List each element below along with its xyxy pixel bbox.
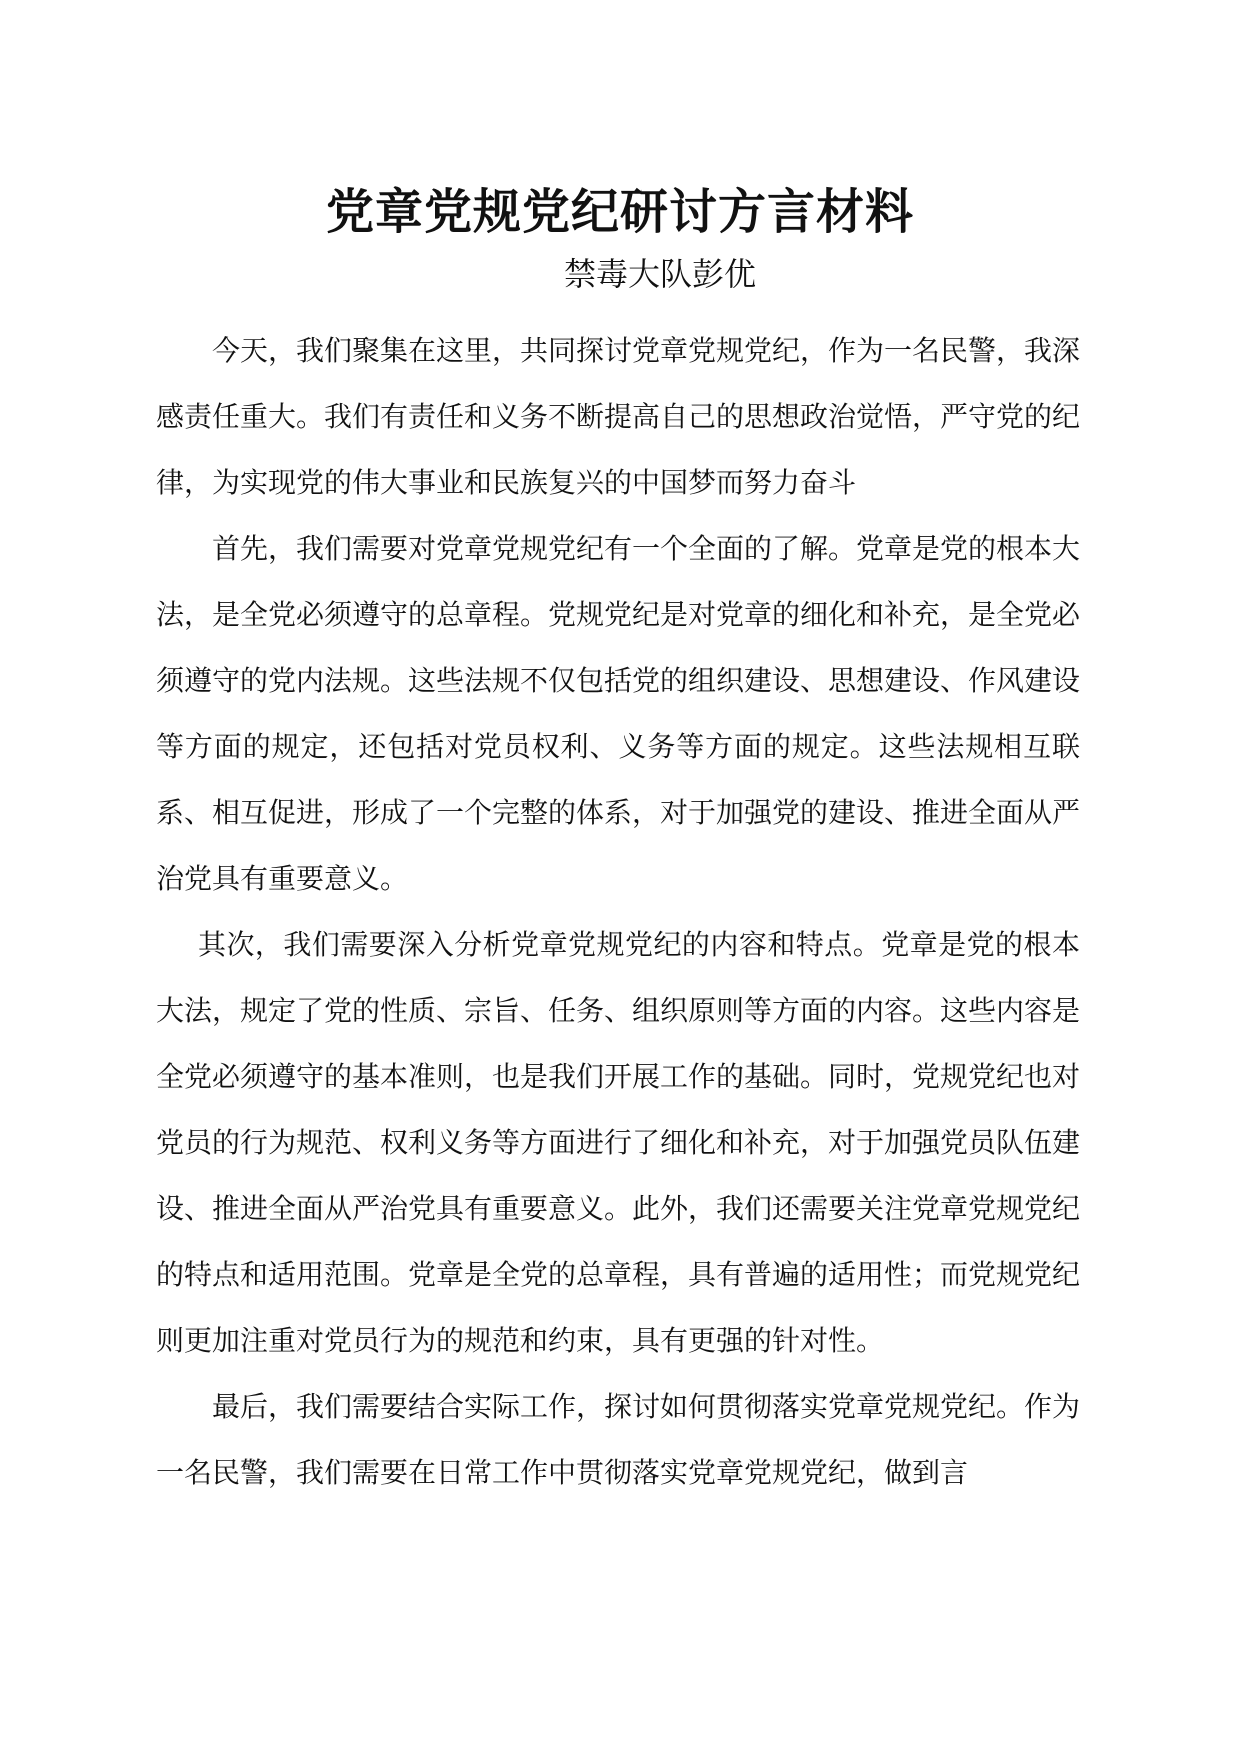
paragraph-last: 最后，我们需要结合实际工作，探讨如何贯彻落实党章党规党纪。作为一名民警，我们需要在日常工作中贯彻落实党章党规党纪，做到言 [156, 1390, 1081, 1489]
document-title: 党章党规党纪研讨方言材料 [325, 184, 914, 240]
document-author: 禁毒大队彭优 [563, 255, 756, 293]
paragraph-intro: 今天，我们聚集在这里，共同探讨党章党规党纪，作为一名民警，我深感责任重大。我们有责任和义务不断提高自己的思想政治觉悟，严守党的纪律，为实现党的伟大事业和民族复兴的中国梦而努力奋斗 [156, 334, 1081, 499]
paragraph-first: 首先，我们需要对党章党规党纪有一个全面的了解。党章是党的根本大法，是全党必须遵守的总章程。党规党纪是对党章的细化和补充，是全党必须遵守的党内法规。这些法规不仅包括党的组织建设、思想建设、作风建设等方面的规定，还包括对党员权利、义务等方面的规定。这些法规相互联系、相互促进，形成了一个完整的体系，对于加强党的建设、推进全面从严治党具有重要意义。 [156, 532, 1081, 895]
paragraph-second: 其次，我们需要深入分析党章党规党纪的内容和特点。党章是党的根本大法，规定了党的性质、宗旨、任务、组织原则等方面的内容。这些内容是全党必须遵守的基本准则，也是我们开展工作的基础。同时，党规党纪也对党员的行为规范、权利义务等方面进行了细化和补充，对于加强党员队伍建设、推进全面从严治党具有重要意义。此外，我们还需要关注党章党规党纪的特点和适用范围。党章是全党的总章程，具有普遍的适用性；而党规党纪则更加注重对党员行为的规范和约束，具有更强的针对性。 [156, 928, 1081, 1357]
document-body [156, 318, 1080, 1506]
